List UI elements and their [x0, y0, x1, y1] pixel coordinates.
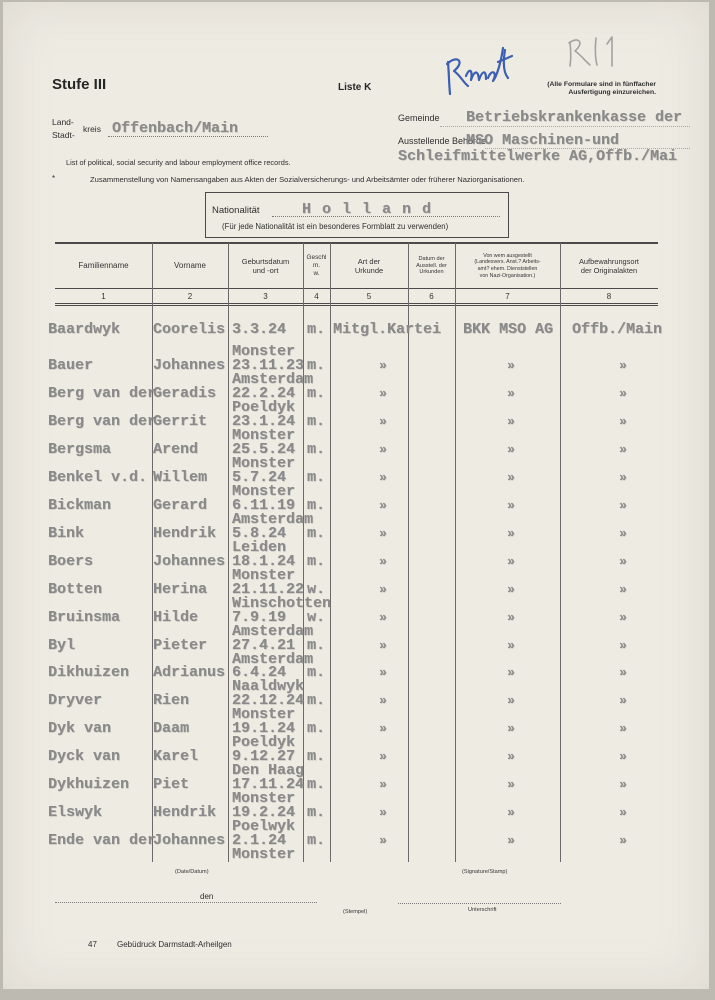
cell-birth-place: Amsterdam [232, 371, 314, 388]
cell-sex: m. [307, 804, 326, 822]
cell-surname: Bickman [48, 496, 112, 514]
cell-issued-by-ditto: » [507, 581, 515, 597]
cell-birth-place: Poelwyk [232, 818, 296, 836]
cell-surname: Dyk van [48, 720, 112, 738]
cell-first-name: Adrianus [153, 664, 226, 682]
cell-document-type-ditto: » [379, 358, 387, 373]
cell-sex: w. [307, 580, 326, 598]
cell-birth-date: 5.8.24 [232, 524, 287, 542]
cell-archive-location-ditto: » [619, 609, 627, 625]
table-row [0, 321, 715, 360]
cell-first-name: Hendrik [153, 804, 217, 822]
cell-archive-location-ditto: » [619, 358, 627, 373]
cell-archive-location-ditto: » [619, 553, 627, 569]
cell-surname: Elswyk [48, 804, 103, 822]
cell-archive-location-ditto: » [619, 805, 627, 821]
table-number-rule [55, 303, 658, 304]
cell-birth-place: Winschotten [232, 594, 332, 612]
table-row [0, 692, 715, 724]
handwritten-annotation-pencil [560, 30, 624, 72]
issuing-authority-value-line-1: MSO Maschinen-und [466, 132, 620, 149]
table-row [0, 636, 715, 668]
cell-sex: m. [307, 412, 326, 430]
intro-english: List of political, social security and labour employment office records. [66, 158, 291, 167]
cell-birth-place: Monster [232, 454, 296, 472]
column-number: 4 [314, 291, 319, 301]
cell-first-name: Hilde [153, 608, 199, 626]
cell-issued-by-ditto: » [507, 721, 515, 737]
cell-archive-location-ditto: » [619, 637, 627, 653]
label-stadt: Stadt- [52, 130, 75, 140]
cell-birth-date: 3.3.24 [232, 321, 287, 338]
cell-birth-place: Monster [232, 790, 296, 808]
cell-document-type-ditto: » [379, 805, 387, 821]
cell-document-type: Mitgl.Kartei [333, 321, 442, 338]
cell-document-type-ditto: » [379, 413, 387, 429]
column-header-line: (Landesvers. Anst.? Arbeits- [474, 259, 541, 266]
table-row [0, 384, 715, 416]
cell-birth-date: 18.1.24 [232, 552, 296, 570]
cell-surname: Bruinsma [48, 608, 121, 626]
cell-issued-by-ditto: » [507, 413, 515, 429]
cell-birth-place: Monster [232, 706, 296, 724]
municipality-value: Betriebskrankenkasse der [466, 109, 683, 126]
cell-birth-date: 19.2.24 [232, 804, 296, 822]
municipality-label: Gemeinde [398, 113, 440, 123]
cell-surname: Baardwyk [48, 321, 121, 338]
cell-sex: m. [307, 552, 326, 570]
cell-first-name: Gerrit [153, 412, 208, 430]
cell-issued-by-ditto: » [507, 693, 515, 709]
cell-surname: Dykhuizen [48, 776, 130, 794]
municipality-underline [440, 126, 690, 127]
cell-birth-date: 6.4.24 [232, 664, 287, 682]
cell-issued-by-ditto: » [507, 441, 515, 457]
cell-first-name: Herina [153, 580, 208, 598]
cell-sex: m. [307, 468, 326, 486]
table-row [0, 804, 715, 836]
table-row [0, 580, 715, 612]
cell-archive-location-ditto: » [619, 777, 627, 793]
column-header-document-date [408, 245, 455, 287]
column-header-issued-by [455, 245, 560, 287]
cell-issued-by-ditto: » [507, 749, 515, 765]
cell-first-name: Karel [153, 748, 199, 766]
cell-first-name: Piet [153, 776, 190, 794]
cell-first-name: Johannes [153, 357, 226, 374]
cell-surname: Dyck van [48, 748, 121, 766]
column-number: 6 [429, 291, 434, 301]
stage-title: Stufe III [52, 76, 107, 93]
cell-sex: m. [307, 524, 326, 542]
label-land: Land- [52, 117, 74, 127]
table-row [0, 608, 715, 640]
cell-birth-place: Naaldwyk [232, 678, 305, 696]
column-header-line: w. [313, 270, 320, 277]
cell-surname: Bauer [48, 357, 94, 374]
table-row [0, 524, 715, 556]
column-header-line: Urkunden [419, 269, 444, 276]
cell-surname: Dryver [48, 692, 103, 710]
column-header-line: Geschl [306, 254, 327, 261]
table-row [0, 664, 715, 696]
cell-issued-by-ditto: » [507, 665, 515, 681]
column-header-line: amt? ehem. Dienststellen [477, 266, 538, 272]
cell-sex: m. [307, 664, 326, 682]
column-number: 1 [101, 291, 106, 301]
cell-surname: Boers [48, 552, 94, 570]
cell-first-name: Willem [153, 468, 208, 486]
cell-surname: Dikhuizen [48, 664, 130, 682]
cell-document-type-ditto: » [379, 469, 387, 485]
column-header-first-name [152, 245, 228, 287]
cell-first-name: Daam [153, 720, 190, 738]
column-number: 7 [505, 291, 510, 301]
cell-surname: Bink [48, 524, 85, 542]
cell-archive-location-ditto: » [619, 413, 627, 429]
intro-german: Zusammenstellung von Namensangaben aus Akten der Sozialversicherungs- und Arbeitsämter oder früherer Naziorganisationen. [90, 175, 525, 184]
cell-birth-place: Poeldyk [232, 398, 296, 416]
cell-birth-date: 17.11.24 [232, 776, 305, 794]
cell-issued-by-ditto: » [507, 609, 515, 625]
issuing-authority-label: Ausstellende Behörde [398, 136, 487, 146]
cell-archive-location-ditto: » [619, 441, 627, 457]
cell-sex: m. [307, 496, 326, 514]
cell-document-type-ditto: » [379, 525, 387, 541]
cell-birth-date: 23.11.23 [232, 357, 305, 374]
cell-birth-date: 19.1.24 [232, 720, 296, 738]
table-row [0, 832, 715, 864]
table-row [0, 496, 715, 528]
date-label: (Date/Datum) [175, 869, 209, 875]
cell-issued-by-ditto: » [507, 805, 515, 821]
cell-document-type-ditto: » [379, 749, 387, 765]
cell-archive-location: Offb./Main [572, 321, 663, 338]
column-header-line: Geburtsdatum [241, 256, 290, 266]
cell-document-type-ditto: » [379, 385, 387, 401]
cell-surname: Berg van der [48, 384, 157, 402]
column-header-line: der Originalakten [580, 266, 638, 275]
cell-first-name: Geradis [153, 384, 217, 402]
cell-document-type-ditto: » [379, 553, 387, 569]
cell-issued-by-ditto: » [507, 777, 515, 793]
cell-document-type-ditto: » [379, 777, 387, 793]
cell-sex: m. [307, 440, 326, 458]
cell-surname: Berg van der [48, 412, 157, 430]
column-header-line: und -ort [252, 266, 279, 275]
cell-issued-by-ditto: » [507, 553, 515, 569]
cell-issued-by-ditto: » [507, 637, 515, 653]
cell-birth-date: 6.11.19 [232, 496, 296, 514]
cell-document-type-ditto: » [379, 721, 387, 737]
cell-first-name: Pieter [153, 636, 208, 654]
cell-document-type-ditto: » [379, 637, 387, 653]
cell-sex: m. [307, 636, 326, 654]
handwritten-annotation-blue [438, 38, 518, 102]
column-number: 3 [263, 291, 268, 301]
column-number: 2 [187, 291, 193, 301]
column-header-line: Aufbewahrungsort [579, 256, 639, 266]
column-header-line: Urkunde [354, 266, 384, 275]
column-header-birth [228, 245, 303, 287]
cell-birth-date: 9.12.27 [232, 748, 296, 766]
date-line [55, 902, 317, 903]
nationality-value: H o l l a n d [302, 201, 433, 218]
signature-de-label: Unterschrift [468, 907, 497, 913]
list-title: Liste K [338, 82, 372, 93]
district-value: Offenbach/Main [112, 120, 239, 137]
table-row [0, 748, 715, 780]
table-row [0, 357, 715, 388]
cell-archive-location-ditto: » [619, 385, 627, 401]
cell-birth-place: Monster [232, 343, 296, 360]
cell-surname: Benkel v.d. [48, 468, 148, 486]
district-underline [108, 136, 268, 137]
column-header-line: Art der [357, 256, 381, 266]
cell-issued-by-ditto: » [507, 497, 515, 513]
cell-birth-place: Poeldyk [232, 734, 296, 752]
table-row [0, 440, 715, 472]
copies-note-line-1: (Alle Formulare sind in fünffacher [547, 81, 656, 88]
cell-birth-date: 22.2.24 [232, 384, 296, 402]
cell-sex: m. [307, 748, 326, 766]
cell-birth-date: 23.1.24 [232, 412, 296, 430]
table-row [0, 552, 715, 584]
cell-birth-date: 2.1.24 [232, 832, 287, 850]
column-header-line: Familienname [78, 261, 129, 270]
cell-first-name: Arend [153, 440, 199, 458]
cell-sex: m. [307, 720, 326, 738]
cell-first-name: Johannes [153, 552, 226, 570]
cell-birth-place: Leiden [232, 538, 287, 556]
cell-birth-place: Monster [232, 482, 296, 500]
cell-sex: m. [307, 776, 326, 794]
nationality-note: (Für jede Nationalität ist ein besonderes Formblatt zu verwenden) [222, 222, 449, 231]
cell-first-name: Hendrik [153, 524, 217, 542]
table-row [0, 776, 715, 808]
cell-issued-by-ditto: » [507, 833, 515, 849]
cell-sex: m. [307, 692, 326, 710]
cell-sex: m. [307, 832, 326, 850]
cell-birth-date: 21.11.22 [232, 580, 305, 598]
cell-archive-location-ditto: » [619, 581, 627, 597]
cell-archive-location-ditto: » [619, 525, 627, 541]
intro-asterisk: * [52, 174, 56, 183]
cell-document-type-ditto: » [379, 833, 387, 849]
cell-archive-location-ditto: » [619, 833, 627, 849]
cell-document-type-ditto: » [379, 609, 387, 625]
cell-first-name: Coorelis [153, 321, 226, 338]
cell-birth-place: Amsterdam [232, 650, 314, 668]
column-header-line: Datum der [418, 255, 445, 262]
cell-archive-location-ditto: » [619, 665, 627, 681]
column-header-sex [303, 245, 330, 287]
column-header-line: von Nazi-Organisation.) [479, 272, 536, 279]
cell-sex: m. [307, 357, 326, 374]
issuing-authority-value-line-2: Schleifmittelwerke AG,Offb./Mai [398, 148, 678, 165]
cell-birth-date: 5.7.24 [232, 468, 287, 486]
cell-surname: Botten [48, 580, 103, 598]
cell-birth-place: Den Haag [232, 762, 305, 780]
column-number: 8 [606, 291, 612, 301]
cell-sex: m. [307, 321, 326, 338]
cell-issued-by-ditto: » [507, 385, 515, 401]
column-header-document-type [330, 245, 408, 287]
cell-first-name: Johannes [153, 832, 226, 850]
cell-surname: Byl [48, 636, 76, 654]
column-header-line: m. [312, 262, 321, 269]
table-row [0, 720, 715, 752]
cell-birth-place: Amsterdam [232, 622, 314, 640]
cell-archive-location-ditto: » [619, 693, 627, 709]
cell-first-name: Gerard [153, 496, 208, 514]
cell-birth-date: 25.5.24 [232, 440, 296, 458]
cell-issued-by-ditto: » [507, 525, 515, 541]
cell-birth-place: Monster [232, 426, 296, 444]
cell-sex: m. [307, 384, 326, 402]
signature-label: (Signature/Stamp) [462, 869, 508, 875]
cell-document-type-ditto: » [379, 665, 387, 681]
cell-surname: Ende van der [48, 832, 157, 850]
cell-birth-place: Monster [232, 846, 296, 864]
stamp-label: (Stempel) [343, 909, 368, 915]
cell-birth-place: Monster [232, 566, 296, 584]
cell-archive-location-ditto: » [619, 497, 627, 513]
table-row [0, 412, 715, 444]
cell-archive-location-ditto: » [619, 721, 627, 737]
cell-birth-place: Amsterdam [232, 510, 314, 528]
column-number: 5 [366, 291, 372, 301]
copies-note-line-2: Ausfertigung einzureichen. [568, 89, 656, 96]
cell-birth-date: 7.9.19 [232, 608, 287, 626]
cell-document-type-ditto: » [379, 497, 387, 513]
table-row [0, 468, 715, 500]
cell-archive-location-ditto: » [619, 469, 627, 485]
cell-issued-by-ditto: » [507, 469, 515, 485]
cell-sex: w. [307, 608, 326, 626]
column-header-surname [55, 245, 152, 287]
cell-issued-by-ditto: » [507, 358, 515, 373]
cell-birth-date: 27.4.21 [232, 636, 296, 654]
cell-first-name: Rien [153, 692, 190, 710]
cell-archive-location-ditto: » [619, 749, 627, 765]
nationality-label: Nationalität [212, 205, 260, 216]
cell-document-type-ditto: » [379, 441, 387, 457]
cell-birth-date: 22.12.24 [232, 692, 305, 710]
cell-document-type-ditto: » [379, 693, 387, 709]
cell-surname: Bergsma [48, 440, 112, 458]
signature-line [398, 903, 561, 904]
cell-document-type-ditto: » [379, 581, 387, 597]
column-header-line: Vorname [173, 261, 207, 270]
imprint-printer: Gebüdruck Darmstadt-Arheilgen [117, 940, 232, 949]
cell-issued-by: BKK MSO AG [463, 321, 554, 338]
column-header-line: Von wem ausgestellt [483, 252, 532, 259]
column-header-archive-location [560, 245, 658, 287]
label-kreis: kreis [83, 124, 101, 134]
table-top-rule [55, 242, 658, 244]
den-label: den [200, 892, 214, 901]
imprint-number: 47 [88, 940, 97, 949]
column-header-line: Ausstell. der [416, 262, 447, 269]
